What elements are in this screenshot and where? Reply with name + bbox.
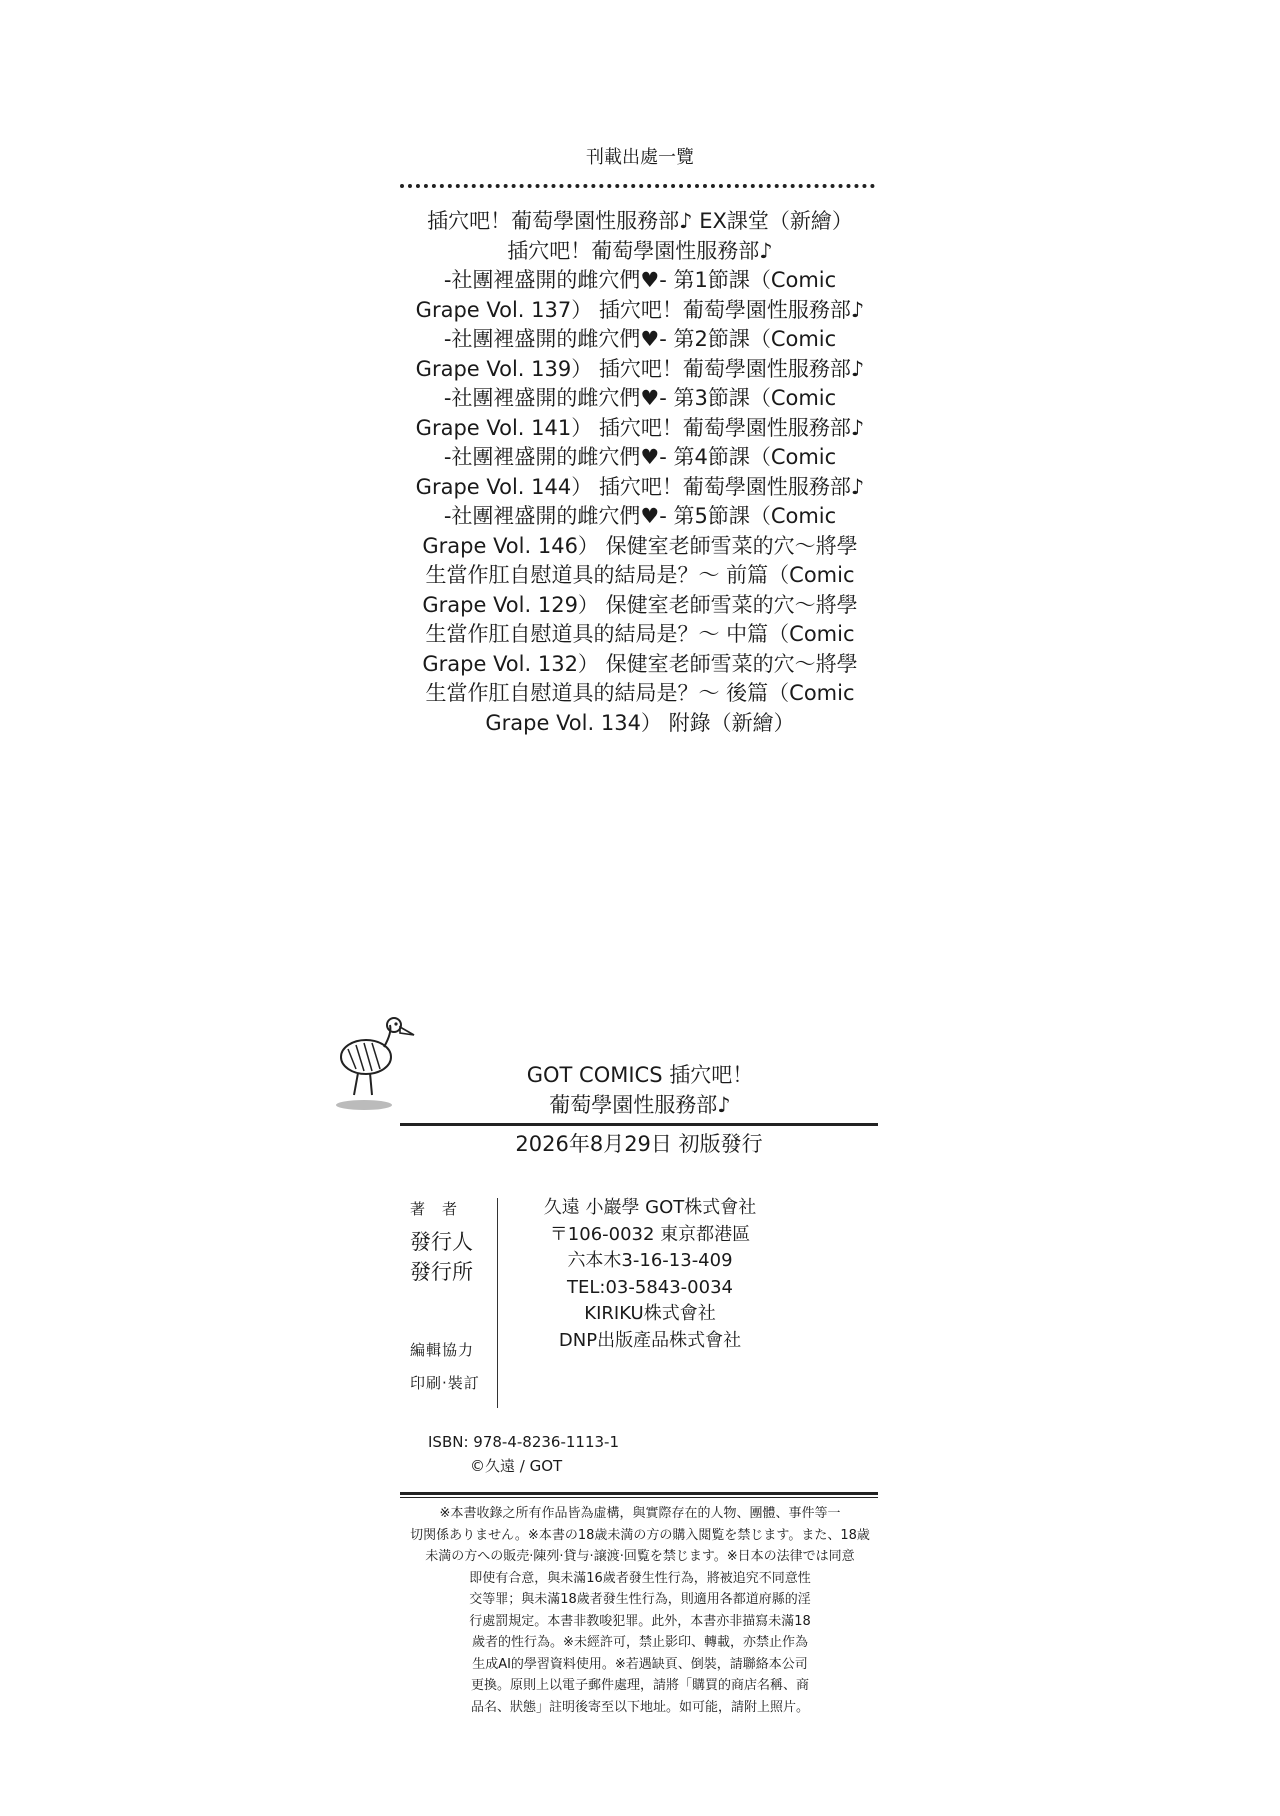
- list-line: -社團裡盛開的雌穴們♥- 第2節課（Comic: [443, 327, 837, 351]
- label-editing: 編輯協力: [410, 1341, 475, 1359]
- list-line: 生當作肛自慰道具的結局是？〜 前篇（Comic: [425, 563, 855, 587]
- list-line: Grape Vol. 144） 插穴吧！葡萄學園性服務部♪: [415, 474, 865, 499]
- credit-values: [515, 1195, 785, 1354]
- list-line: Grape Vol. 146） 保健室老師雪菜的穴〜將學: [422, 533, 858, 558]
- list-line: Grape Vol. 132） 保健室老師雪菜的穴〜將學: [422, 651, 858, 676]
- notice-line: 品名、狀態」註明後寄至以下地址。如可能，請附上照片。: [470, 1699, 809, 1715]
- label-author: 著 者: [410, 1200, 459, 1218]
- credit-value: 六本木3-16-13-409: [567, 1250, 733, 1271]
- notice-divider: [400, 1492, 878, 1495]
- legal-notice: [395, 1503, 885, 1718]
- list-line: Grape Vol. 141） 插穴吧！葡萄學園性服務部♪: [415, 415, 865, 440]
- publication-date: 2026年8月29日 初版發行: [515, 1132, 763, 1156]
- isbn: ISBN: 978-4-8236-1113-1: [428, 1433, 619, 1451]
- credit-value: DNP出版產品株式會社: [558, 1329, 742, 1351]
- label-publisher-office: 發行所: [410, 1260, 473, 1284]
- credit-labels: [410, 1198, 490, 1393]
- credit-value: TEL:03-5843-0034: [567, 1276, 733, 1298]
- notice-line: 歲者的性行為。※未經許可，禁止影印、轉載，亦禁止作為: [472, 1635, 808, 1650]
- list-line: 生當作肛自慰道具的結局是？〜 中篇（Comic: [425, 622, 855, 646]
- list-line: -社團裡盛開的雌穴們♥- 第3節課（Comic: [443, 386, 837, 410]
- list-line: -社團裡盛開的雌穴們♥- 第5節課（Comic: [443, 504, 837, 528]
- notice-line: 生成AI的學習資料使用。※若遇缺頁、倒裝，請聯絡本公司: [472, 1656, 808, 1672]
- list-line: 生當作肛自慰道具的結局是？〜 後篇（Comic: [425, 681, 855, 705]
- notice-line: 即使有合意，與未滿16歲者發生性行為，將被追究不同意性: [469, 1570, 811, 1586]
- book-title-line: GOT COMICS 插穴吧！: [526, 1063, 754, 1087]
- credit-value: 久遠 小巖學 GOT株式會社: [543, 1197, 757, 1218]
- copyright: ©久遠 / GOT: [470, 1457, 563, 1475]
- book-title: [410, 1060, 870, 1120]
- book-title-line: 葡萄學園性服務部♪: [549, 1093, 731, 1117]
- notice-line: 交等罪；與未滿18歲者發生性行為，則適用各都道府縣的淫: [469, 1592, 811, 1607]
- notice-line: 切関係ありません。※本書の18歳未満の方の購入閲覧を禁じます。また、18歳: [410, 1527, 870, 1543]
- list-line: Grape Vol. 129） 保健室老師雪菜的穴〜將學: [422, 592, 858, 617]
- credit-divider: [497, 1198, 498, 1408]
- list-line: 插穴吧！葡萄學園性服務部♪: [507, 238, 773, 263]
- list-title: 刊載出處一覽: [586, 147, 694, 168]
- credit-value: 〒106-0032 東京都港區: [549, 1223, 751, 1245]
- list-line: -社團裡盛開的雌穴們♥- 第4節課（Comic: [443, 445, 837, 469]
- list-line: 插穴吧！葡萄學園性服務部♪ EX課堂（新繪）: [427, 209, 853, 233]
- label-publisher-person: 發行人: [410, 1230, 473, 1254]
- list-line: Grape Vol. 139） 插穴吧！葡萄學園性服務部♪: [415, 356, 865, 381]
- notice-line: 更換。原則上以電子郵件處理，請將「購買的商店名稱、商: [470, 1678, 809, 1693]
- credit-value: KIRIKU株式會社: [584, 1303, 716, 1324]
- publication-list: [405, 207, 875, 738]
- bird-logo-icon: [328, 1015, 418, 1115]
- notice-divider-thin: [400, 1497, 878, 1498]
- list-line: -社團裡盛開的雌穴們♥- 第1節課（Comic: [443, 268, 837, 292]
- list-line: Grape Vol. 134） 附錄（新繪）: [485, 710, 795, 735]
- notice-line: ※本書收錄之所有作品皆為虛構，與實際存在的人物、團體、事件等一: [439, 1506, 841, 1521]
- dotted-divider: [400, 184, 875, 188]
- list-line: Grape Vol. 137） 插穴吧！葡萄學園性服務部♪: [415, 297, 865, 322]
- notice-line: 行處罰規定。本書非教唆犯罪。此外，本書亦非描寫未滿18: [469, 1613, 811, 1629]
- label-printing: 印刷·裝訂: [410, 1374, 480, 1392]
- title-divider: [400, 1123, 878, 1126]
- notice-line: 未満の方への販売·陳列·貸与·譲渡·回覧を禁じます。※日本の法律では同意: [425, 1549, 855, 1564]
